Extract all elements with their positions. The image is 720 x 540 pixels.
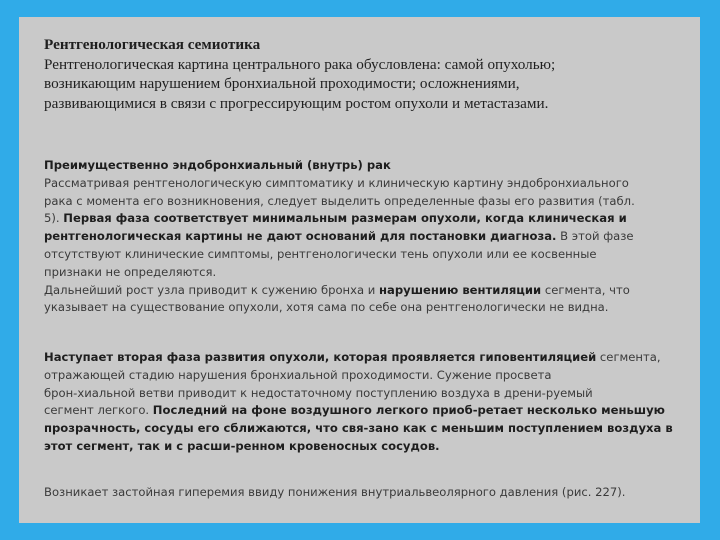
heading-block	[44, 35, 684, 113]
text-span: В этой фазе	[556, 229, 634, 244]
section-hyperemia	[44, 484, 704, 502]
text-line: Рассматривая рентгенологическую симптоматику и клиническую картину эндобронхиального	[44, 175, 629, 190]
text-line: брон-хиальной ветви приводит к недостаточному поступлению воздуха в дрени-руемый	[44, 385, 593, 400]
heading-line: развивающимися в связи с прогрессирующим ростом опухоли и метастазами.	[44, 94, 549, 112]
text-line: указывает на существование опухоли, хотя сама по себе она рентгенологически не видна.	[44, 300, 609, 315]
text-span: сегмент легкого.	[44, 403, 153, 418]
bold-text: рентгенологическая картины не дают оснований для постановки диагноза.	[44, 229, 557, 244]
text-span: Дальнейший рост узла приводит к сужению бронха и	[44, 282, 380, 297]
text-line: прозрачность, сосуды его сближаются, что свя-зано как с меньшим поступлением воздуха в	[44, 421, 673, 436]
bold-text: нарушению вентиляции	[379, 282, 542, 297]
bold-text: Последний на фоне воздушного легкого приоб-ретает несколько меньшую	[152, 403, 665, 418]
text-line	[44, 349, 704, 367]
text-line: признаки не определяются.	[44, 264, 217, 279]
text-line	[44, 282, 704, 300]
text-line	[44, 228, 704, 246]
section-endobronchial	[44, 157, 704, 317]
text-span: сегмента, что	[541, 282, 630, 297]
heading-line: возникающим нарушением бронхиальной проходимости; осложнениями,	[44, 75, 520, 93]
text-line: Возникает застойная гиперемия ввиду понижения внутриальвеолярного давления (рис. 227).	[44, 485, 626, 499]
bold-text: Наступает вторая фаза развития опухоли, которая проявляется гиповентиляцией	[44, 350, 597, 364]
text-line	[44, 210, 704, 228]
text-line: отражающей стадию нарушения бронхиальной проходимости. Сужение просвета	[44, 367, 552, 382]
section-subtitle: Преимущественно эндобронхиальный (внутрь) рак	[44, 158, 391, 172]
slide-title: Рентгенологическая семиотика	[44, 36, 261, 53]
text-line: этот сегмент, так и с расши-ренном кровеносных сосудов.	[44, 438, 440, 453]
heading-line: Рентгенологическая картина центрального рака обусловлена: самой опухолью;	[44, 55, 556, 73]
text-span: 5).	[44, 211, 64, 226]
bold-text: Первая фаза соответствует минимальным размерам опухоли, когда клиническая и	[63, 211, 627, 226]
text-line	[44, 402, 704, 420]
section-second-phase	[44, 349, 704, 456]
text-line: отсутствуют клинические симптомы, рентгенологически тень опухоли или ее косвенные	[44, 246, 597, 261]
text-line: рака с момента его возникновения, следует выделить определенные фазы его развития (табл.	[44, 193, 635, 208]
text-span: сегмента,	[596, 350, 661, 364]
